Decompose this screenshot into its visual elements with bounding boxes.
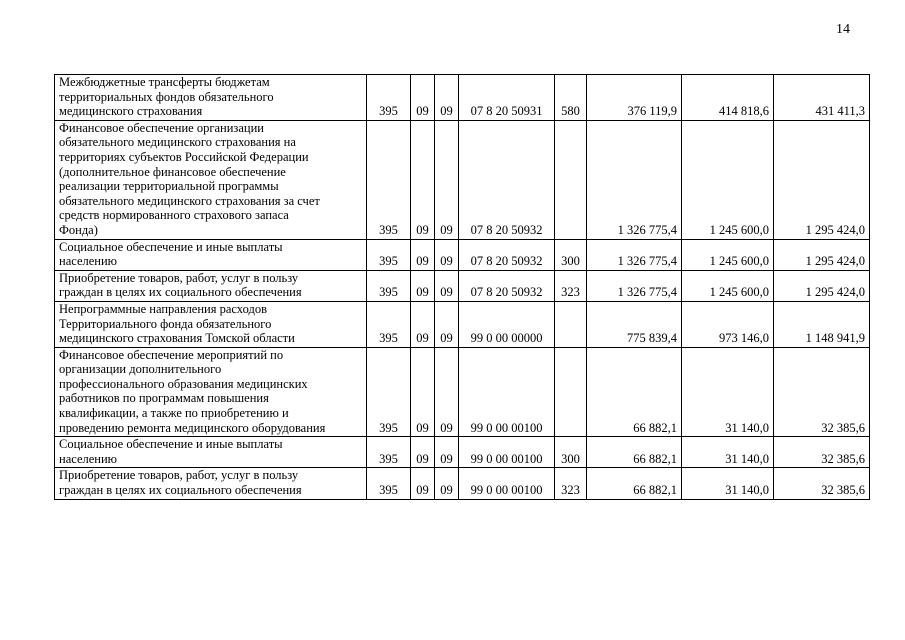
amount-year-1: 376 119,9	[587, 75, 682, 121]
table-row	[55, 120, 870, 239]
amount-year-2: 1 245 600,0	[682, 270, 774, 301]
amount-year-2: 31 140,0	[682, 347, 774, 437]
target-code: 07 8 20 50932	[459, 270, 555, 301]
row-name: Межбюджетные трансферты бюджетам территориальных фондов обязательного медицинского страхования	[55, 75, 367, 121]
expense-type-code: 300	[555, 437, 587, 468]
amount-year-3: 1 148 941,9	[774, 301, 870, 347]
target-code: 99 0 00 00000	[459, 301, 555, 347]
table-row	[55, 270, 870, 301]
table-row	[55, 75, 870, 121]
row-name: Финансовое обеспечение организации обязательного медицинского страхования на территориях субъектов Российской Федерации (дополнительное финансовое обеспечение реализации территориальной программы обязательного медицинского страхования за счет средств нормированного страхового запаса Фонда)	[55, 120, 367, 239]
subsection-code: 09	[435, 270, 459, 301]
section-code: 09	[411, 347, 435, 437]
target-code: 99 0 00 00100	[459, 468, 555, 499]
expense-type-code: 323	[555, 468, 587, 499]
table-row	[55, 437, 870, 468]
amount-year-2: 31 140,0	[682, 437, 774, 468]
row-name: Социальное обеспечение и иные выплаты населению	[55, 239, 367, 270]
target-code: 07 8 20 50932	[459, 120, 555, 239]
expense-type-code: 323	[555, 270, 587, 301]
row-name: Приобретение товаров, работ, услуг в пользу граждан в целях их социального обеспечения	[55, 468, 367, 499]
row-name: Приобретение товаров, работ, услуг в пользу граждан в целях их социального обеспечения	[55, 270, 367, 301]
admin-code: 395	[367, 75, 411, 121]
amount-year-3: 431 411,3	[774, 75, 870, 121]
amount-year-1: 66 882,1	[587, 437, 682, 468]
row-name: Финансовое обеспечение мероприятий по организации дополнительного профессионального образования медицинских работников по программам повышения квалификации, а также по приобретению и проведению ремонта медицинского оборудования	[55, 347, 367, 437]
section-code: 09	[411, 270, 435, 301]
amount-year-1: 1 326 775,4	[587, 120, 682, 239]
section-code: 09	[411, 75, 435, 121]
expense-type-code	[555, 301, 587, 347]
admin-code: 395	[367, 468, 411, 499]
row-name: Непрограммные направления расходов Территориального фонда обязательного медицинского страхования Томской области	[55, 301, 367, 347]
subsection-code: 09	[435, 437, 459, 468]
target-code: 07 8 20 50931	[459, 75, 555, 121]
target-code: 07 8 20 50932	[459, 239, 555, 270]
expense-type-code	[555, 347, 587, 437]
admin-code: 395	[367, 347, 411, 437]
admin-code: 395	[367, 437, 411, 468]
amount-year-1: 1 326 775,4	[587, 239, 682, 270]
expense-type-code	[555, 120, 587, 239]
section-code: 09	[411, 301, 435, 347]
subsection-code: 09	[435, 120, 459, 239]
target-code: 99 0 00 00100	[459, 347, 555, 437]
section-code: 09	[411, 120, 435, 239]
amount-year-1: 66 882,1	[587, 468, 682, 499]
amount-year-2: 31 140,0	[682, 468, 774, 499]
table-row	[55, 468, 870, 499]
budget-table	[54, 74, 870, 500]
table-row	[55, 239, 870, 270]
amount-year-2: 414 818,6	[682, 75, 774, 121]
subsection-code: 09	[435, 75, 459, 121]
amount-year-1: 66 882,1	[587, 347, 682, 437]
page-number: 14	[836, 22, 850, 37]
amount-year-2: 1 245 600,0	[682, 239, 774, 270]
subsection-code: 09	[435, 239, 459, 270]
section-code: 09	[411, 239, 435, 270]
admin-code: 395	[367, 301, 411, 347]
admin-code: 395	[367, 270, 411, 301]
subsection-code: 09	[435, 347, 459, 437]
amount-year-1: 1 326 775,4	[587, 270, 682, 301]
amount-year-2: 1 245 600,0	[682, 120, 774, 239]
table-row	[55, 301, 870, 347]
subsection-code: 09	[435, 468, 459, 499]
subsection-code: 09	[435, 301, 459, 347]
amount-year-1: 775 839,4	[587, 301, 682, 347]
amount-year-3: 32 385,6	[774, 468, 870, 499]
admin-code: 395	[367, 239, 411, 270]
row-name: Социальное обеспечение и иные выплаты населению	[55, 437, 367, 468]
expense-type-code: 580	[555, 75, 587, 121]
amount-year-3: 32 385,6	[774, 437, 870, 468]
amount-year-3: 32 385,6	[774, 347, 870, 437]
admin-code: 395	[367, 120, 411, 239]
section-code: 09	[411, 437, 435, 468]
table-row	[55, 347, 870, 437]
amount-year-3: 1 295 424,0	[774, 270, 870, 301]
amount-year-3: 1 295 424,0	[774, 120, 870, 239]
amount-year-3: 1 295 424,0	[774, 239, 870, 270]
section-code: 09	[411, 468, 435, 499]
amount-year-2: 973 146,0	[682, 301, 774, 347]
target-code: 99 0 00 00100	[459, 437, 555, 468]
expense-type-code: 300	[555, 239, 587, 270]
